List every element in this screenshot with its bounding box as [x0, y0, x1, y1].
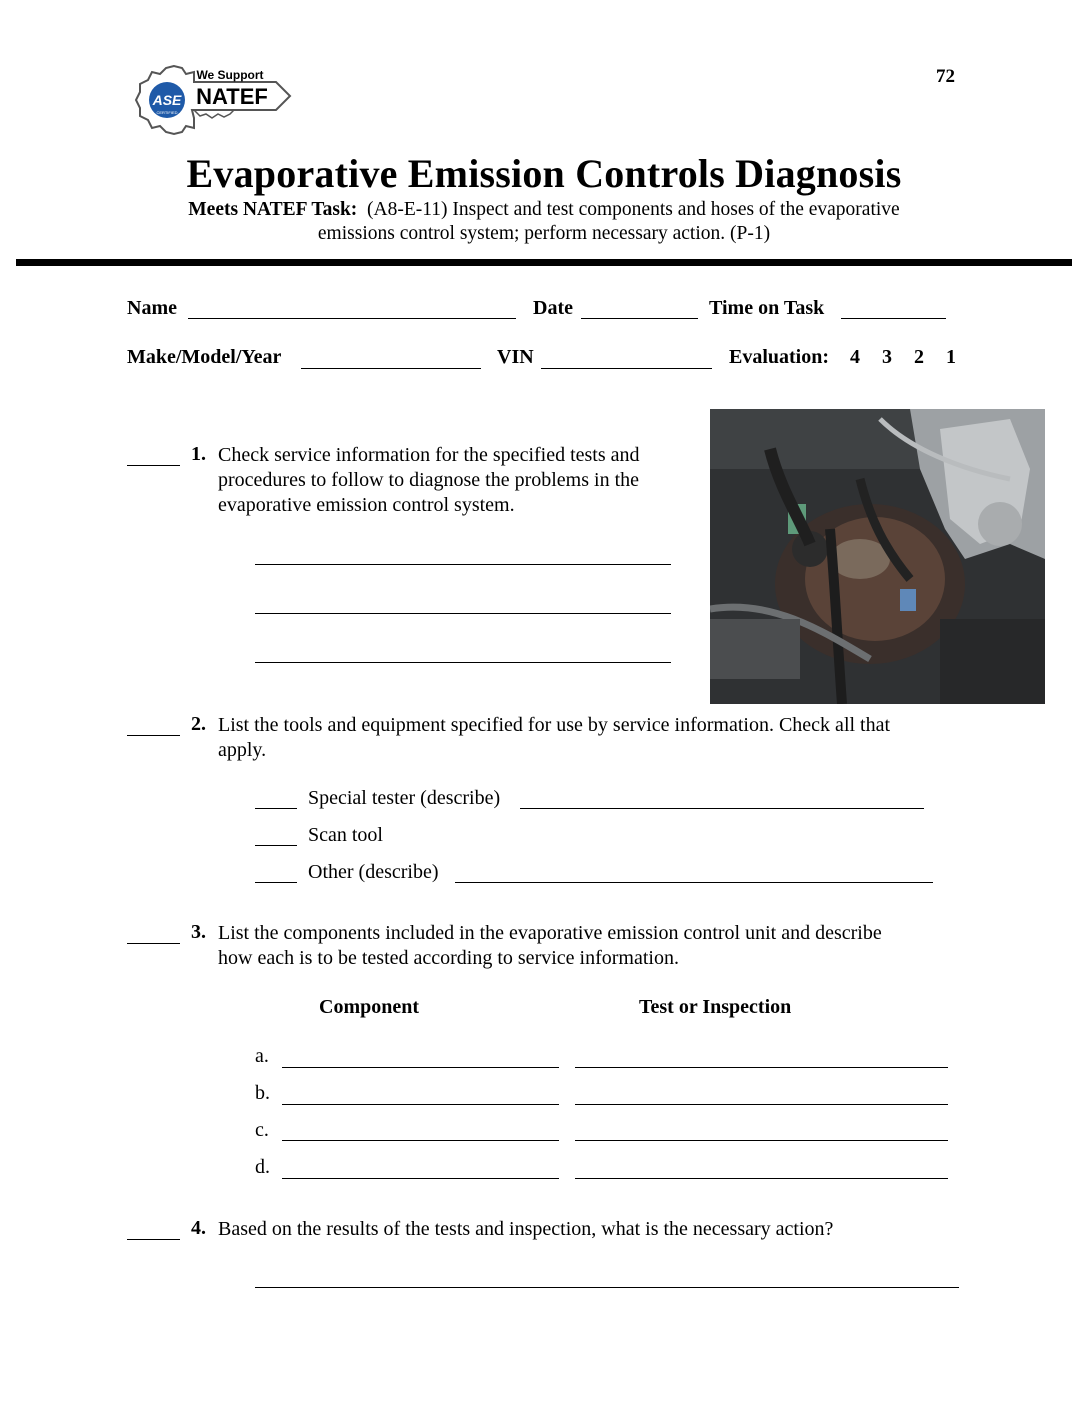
logo-brand: NATEF	[196, 84, 268, 109]
q3-number: 3.	[191, 921, 206, 943]
task-text-1: (A8-E-11) Inspect and test components and hoses of the evaporative	[367, 199, 900, 220]
q1-answer-line[interactable]	[255, 564, 671, 565]
make-model-year-field[interactable]	[301, 368, 481, 369]
q2-number: 2.	[191, 713, 206, 735]
ase-badge-sub: CERTIFIED	[156, 110, 178, 115]
q4-text: Based on the results of the tests and inspection, what is the necessary action?	[218, 1218, 834, 1240]
q2-option-check[interactable]	[255, 845, 297, 846]
ase-badge-text: ASE	[152, 92, 182, 108]
q3-component-field[interactable]	[282, 1140, 559, 1141]
q3-row-label: c.	[255, 1119, 269, 1141]
task-prefix: Meets NATEF Task:	[188, 199, 358, 220]
evaluation-label: Evaluation:	[729, 346, 830, 368]
q1-line-3: evaporative emission control system.	[218, 494, 515, 516]
evaluation-score-1[interactable]: 1	[946, 346, 956, 368]
q2-option-scan-tool: Scan tool	[308, 824, 383, 846]
time-on-task-field[interactable]	[841, 318, 946, 319]
engine-photo	[710, 409, 1045, 704]
evaluation-score-2[interactable]: 2	[914, 346, 924, 368]
q3-test-field[interactable]	[575, 1178, 948, 1179]
natef-logo	[134, 62, 294, 138]
q3-component-field[interactable]	[282, 1067, 559, 1068]
q2-check-blank[interactable]	[127, 735, 180, 736]
header-divider	[16, 259, 1072, 266]
q1-answer-line[interactable]	[255, 613, 671, 614]
time-on-task-label: Time on Task	[709, 297, 825, 319]
name-label: Name	[127, 297, 177, 319]
make-model-year-label: Make/Model/Year	[127, 346, 282, 368]
q2-option-check[interactable]	[255, 808, 297, 809]
date-field[interactable]	[581, 318, 698, 319]
q2-other-describe[interactable]	[455, 882, 933, 883]
vin-label: VIN	[497, 346, 534, 368]
vin-field[interactable]	[541, 368, 712, 369]
task-line-1	[0, 199, 1088, 221]
q2-option-other: Other (describe)	[308, 861, 439, 883]
evaluation-score-3[interactable]: 3	[882, 346, 892, 368]
q4-check-blank[interactable]	[127, 1239, 180, 1240]
q2-option-check[interactable]	[255, 882, 297, 883]
q3-component-field[interactable]	[282, 1178, 559, 1179]
page-title: Evaporative Emission Controls Diagnosis	[186, 151, 902, 196]
task-line-2: emissions control system; perform necessary action. (P-1)	[317, 223, 771, 244]
q2-special-tester-describe[interactable]	[520, 808, 924, 809]
q4-number: 4.	[191, 1217, 206, 1239]
q3-check-blank[interactable]	[127, 943, 180, 944]
key-logo-graphic	[134, 62, 294, 138]
q2-option-special-tester: Special tester (describe)	[308, 787, 501, 809]
q3-row-label: a.	[255, 1045, 269, 1067]
page-number: 72	[936, 66, 955, 87]
q3-test-field[interactable]	[575, 1067, 948, 1068]
q3-test-field[interactable]	[575, 1140, 948, 1141]
q3-row-label: b.	[255, 1082, 270, 1104]
q1-line-2: procedures to follow to diagnose the problems in the	[218, 469, 640, 491]
q3-test-field[interactable]	[575, 1104, 948, 1105]
date-label: Date	[533, 297, 573, 319]
q1-number: 1.	[191, 443, 206, 465]
name-field[interactable]	[188, 318, 516, 319]
q3-line-1: List the components included in the evaporative emission control unit and describe	[218, 922, 882, 944]
q1-answer-line[interactable]	[255, 662, 671, 663]
q4-answer-line[interactable]	[255, 1287, 959, 1288]
q3-line-2: how each is to be tested according to service information.	[218, 947, 679, 969]
evaluation-score-4[interactable]: 4	[850, 346, 860, 368]
q3-row-label: d.	[255, 1156, 270, 1178]
engine-photo-graphic	[710, 409, 1045, 704]
q3-component-field[interactable]	[282, 1104, 559, 1105]
q1-check-blank[interactable]	[127, 465, 180, 466]
q2-line-2: apply.	[218, 739, 267, 761]
q3-column-component: Component	[319, 996, 420, 1018]
q3-column-test: Test or Inspection	[639, 996, 792, 1018]
q1-line-1: Check service information for the specified tests and	[218, 444, 640, 466]
q2-line-1: List the tools and equipment specified for use by service information. Check all that	[218, 714, 891, 736]
logo-line1: We Support	[196, 68, 264, 82]
